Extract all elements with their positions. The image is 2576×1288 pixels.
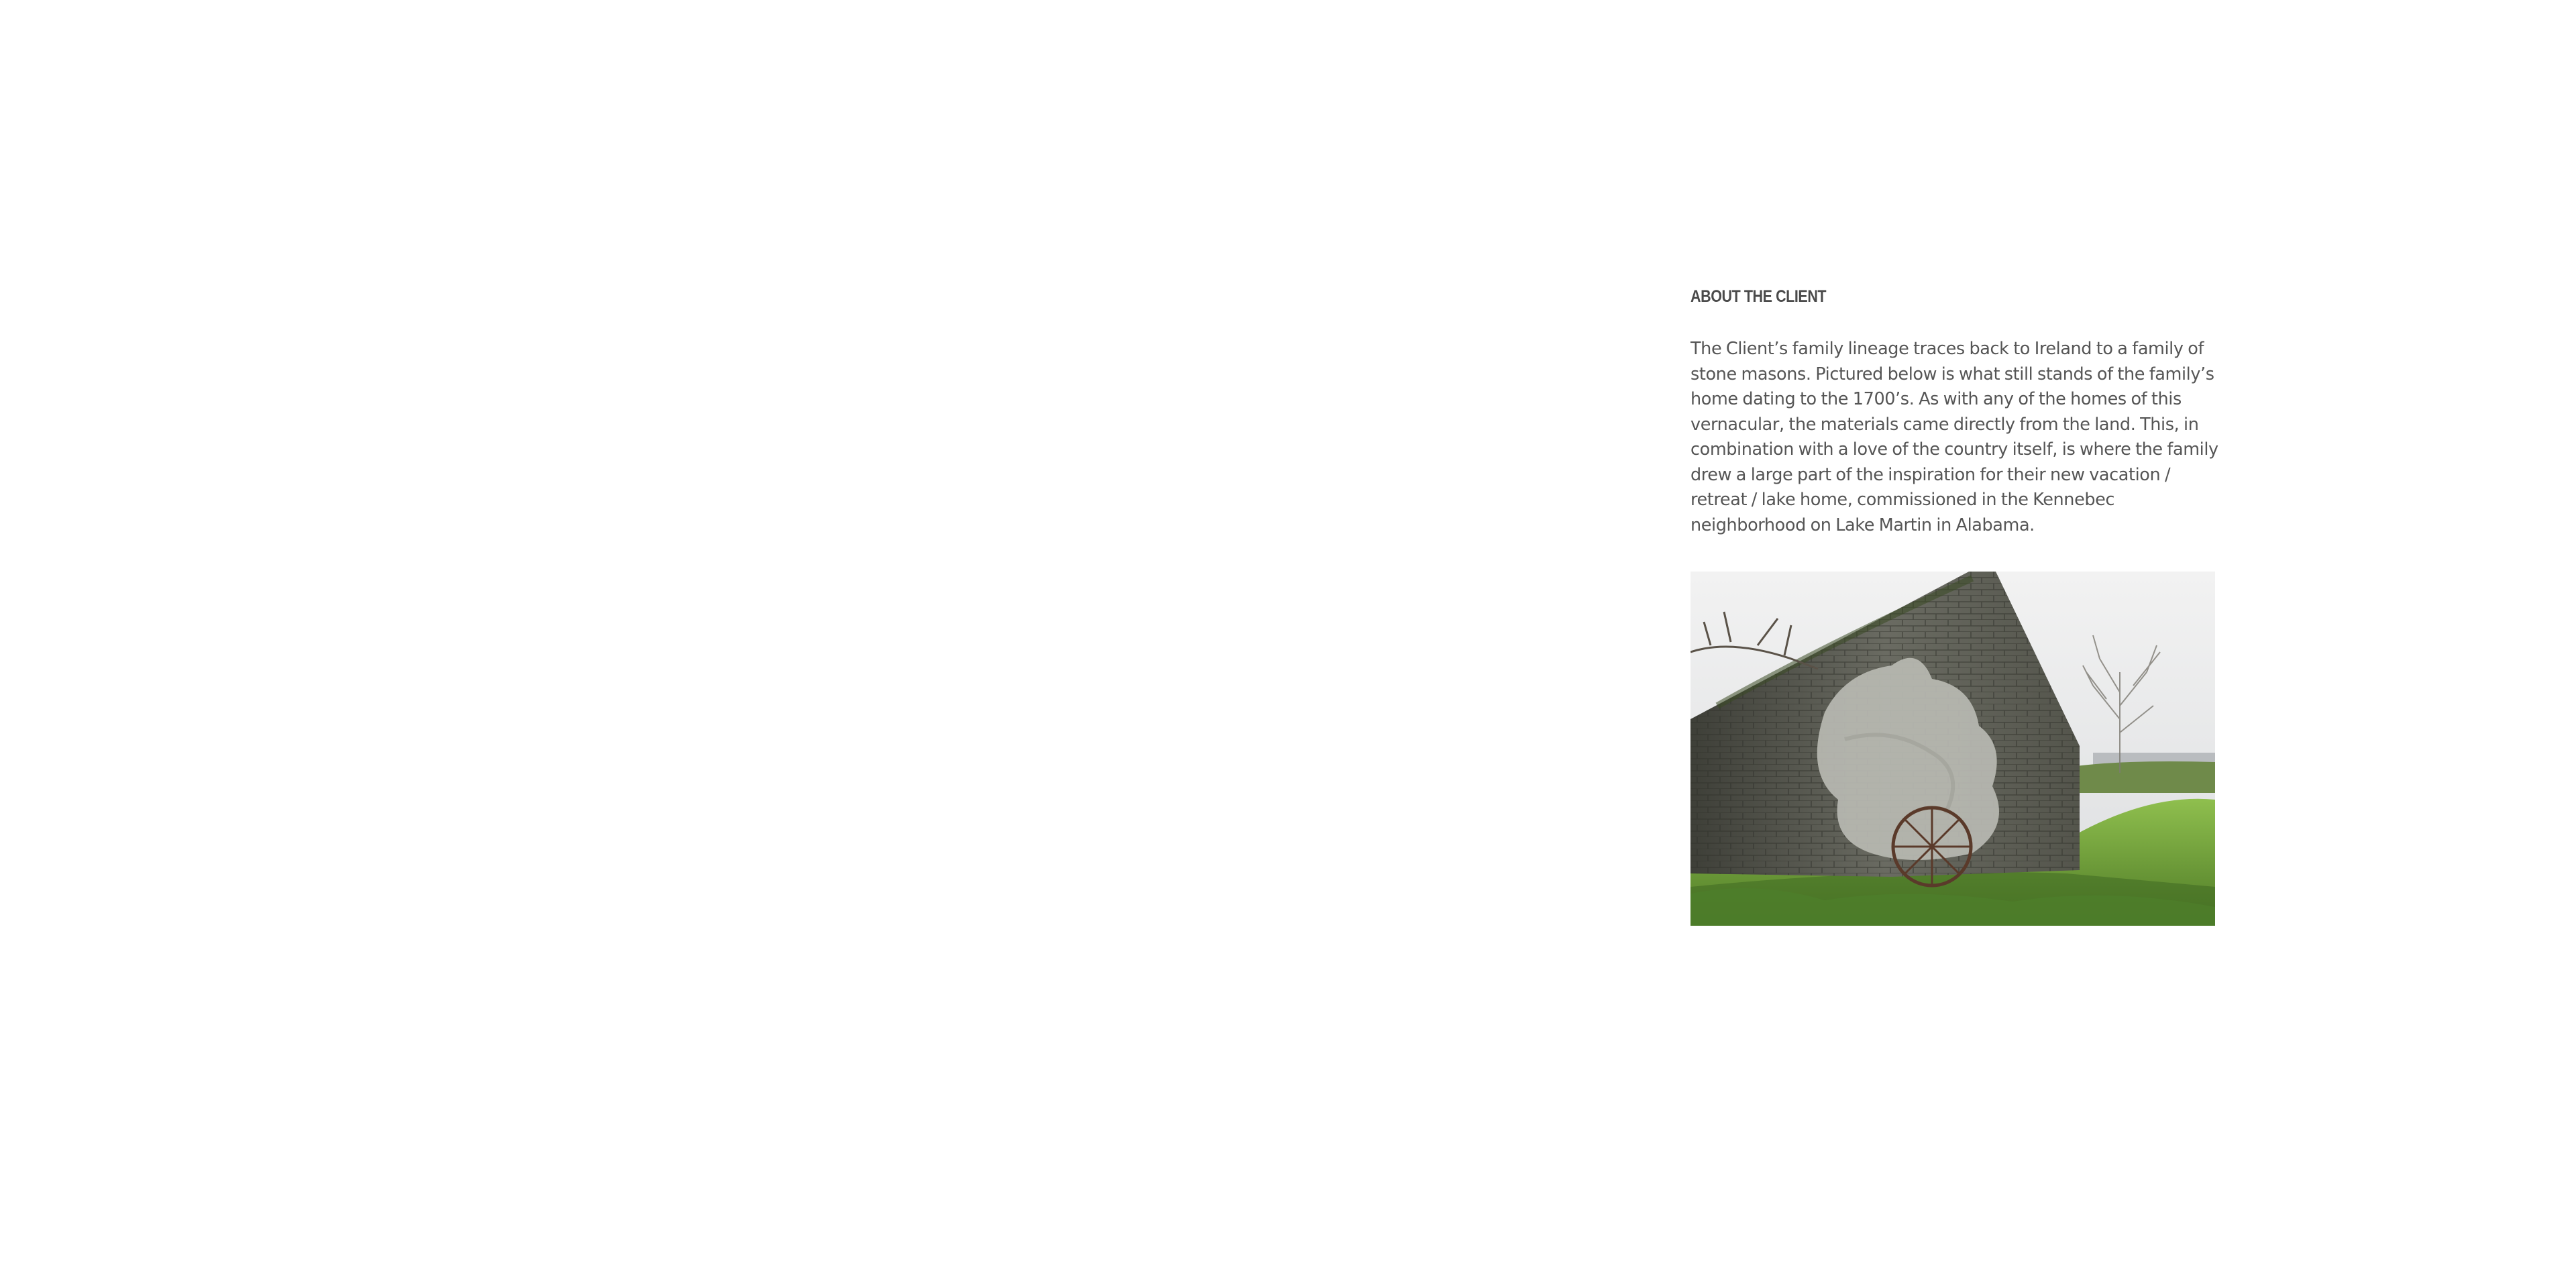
distant-hill [2066,761,2215,793]
section-heading: ABOUT THE CLIENT [1690,287,1827,306]
about-paragraph: The Client’s family lineage traces back to Ireland to a family of stone masons. Pictured below is what still stands of the family’s home dating to the 1700’s. As with any of the homes of this vernacular, the materials came directly from the land. This, in combination with a love of the country itself, is where the family drew a large part of the inspiration for their new vacation / retreat / lake home, commissioned in the Kennebec neighborhood on Lake Martin in Alabama. [1690,339,2218,535]
photo-illustration [1690,572,2215,926]
stone-cottage-photo [1690,572,2215,926]
about-section [1690,285,2220,538]
